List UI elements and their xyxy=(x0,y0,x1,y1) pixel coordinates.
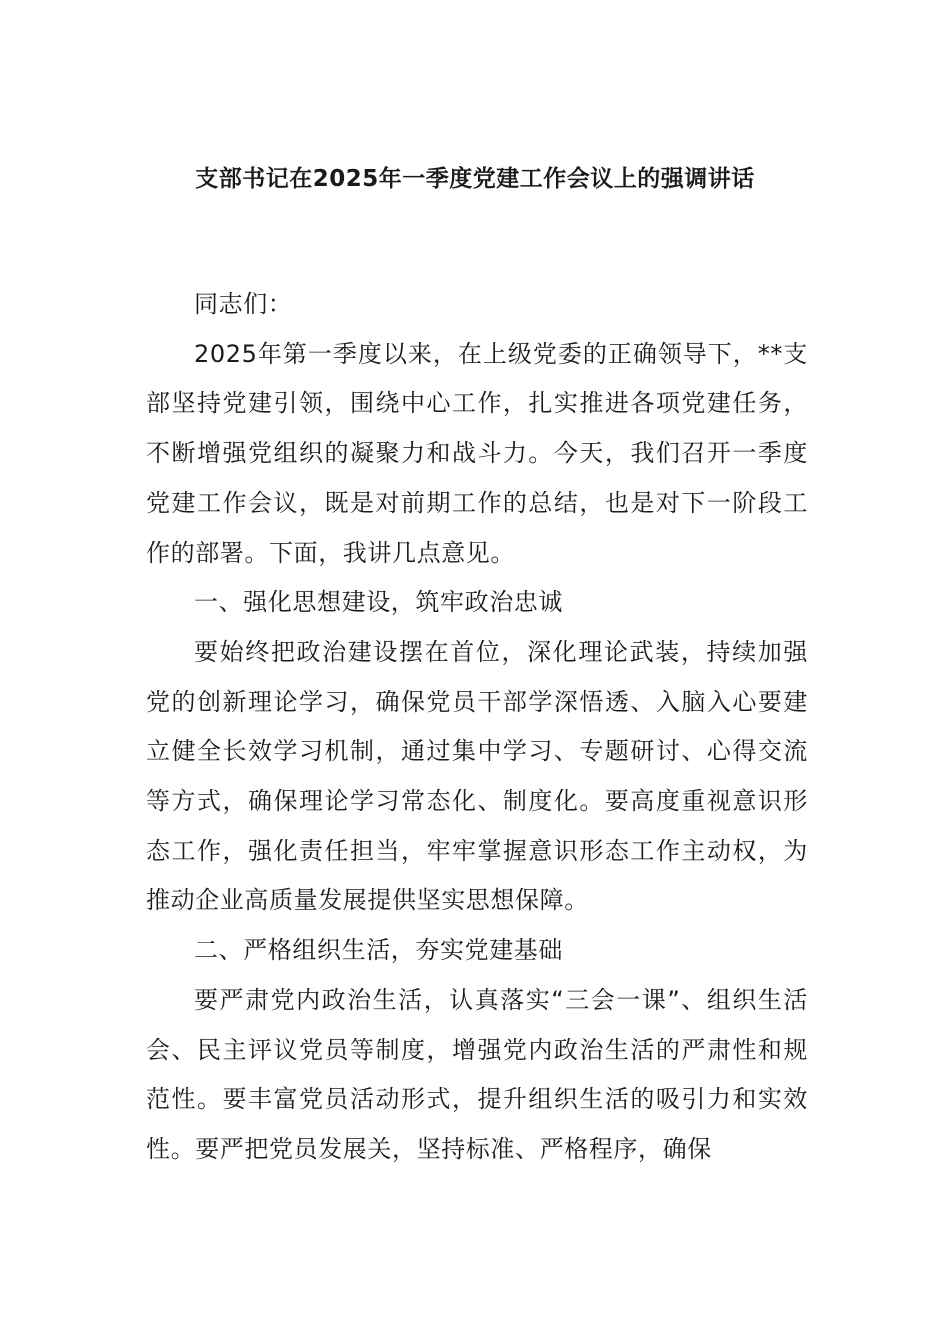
paragraph-section-1: 要始终把政治建设摆在首位，深化理论武装，持续加强党的创新理论学习，确保党员干部学深悟透、入脑入心要建立健全长效学习机制，通过集中学习、专题研讨、心得交流等方式，确保理论学习常态化、制度化。要高度重视意识形态工作，强化责任担当，牢牢掌握意识形态工作主动权，为推动企业高质量发展提供坚实思想保障。 xyxy=(146,637,808,915)
salutation: 同志们： xyxy=(194,290,293,318)
document-title: 支部书记在2025年一季度党建工作会议上的强调讲话 xyxy=(195,166,755,192)
document-body xyxy=(146,280,808,1175)
paragraph-intro: 2025年第一季度以来，在上级党委的正确领导下，**支部坚持党建引领，围绕中心工作，扎实推进各项党建任务，不断增强党组织的凝聚力和战斗力。今天，我们召开一季度党建工作会议，既是对前期工作的总结，也是对下一阶段工作的部署。下面，我讲几点意见。 xyxy=(146,339,808,567)
section-heading-1: 一、强化思想建设，筑牢政治忠诚 xyxy=(194,588,563,617)
section-heading-2: 二、严格组织生活，夯实党建基础 xyxy=(194,936,563,965)
paragraph-section-2: 要严肃党内政治生活，认真落实“三会一课”、组织生活会、民主评议党员等制度，增强党内政治生活的严肃性和规范性。要丰富党员活动形式，提升组织生活的吸引力和实效性。要严把党员发展关，坚持标准、严格程序，确保 xyxy=(146,985,808,1163)
